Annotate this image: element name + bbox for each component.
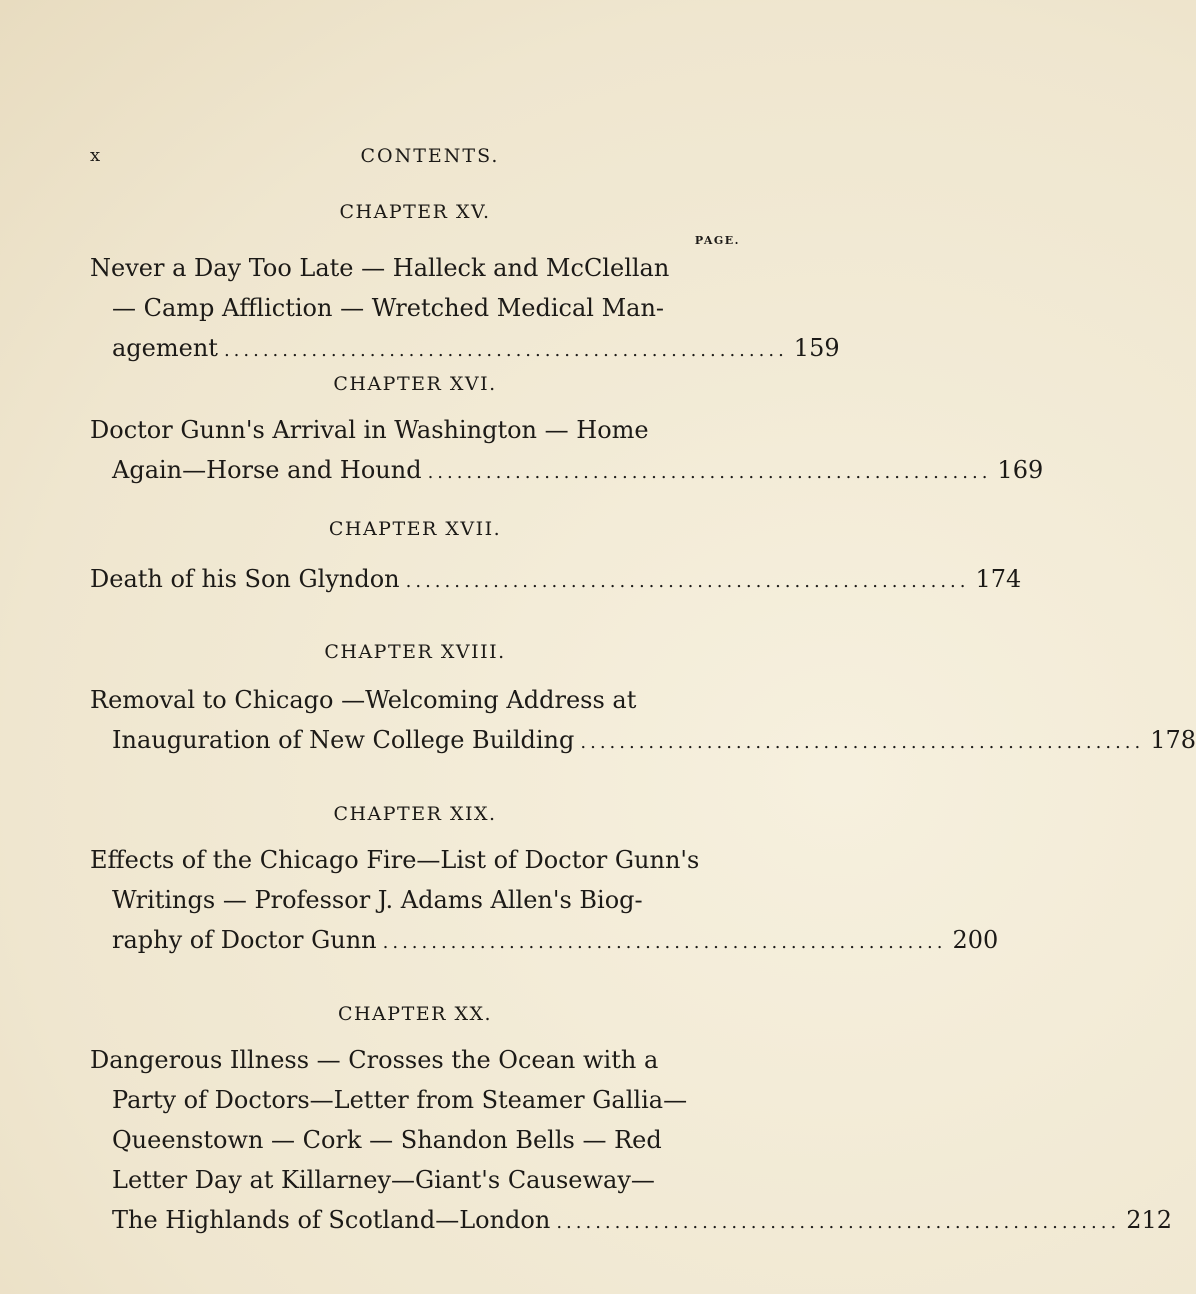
summary-text: agement [112,334,218,362]
summary-line: Never a Day Too Late — Halleck and McClellan [90,254,670,282]
chapter-xvi [90,370,1044,490]
summary-text: Again—Horse and Hound [112,456,422,484]
chapter-heading: CHAPTER XX. [337,1003,493,1025]
dot-leader: .......................................................... [223,340,788,361]
summary-last-line [90,1200,1172,1240]
summary-line: Effects of the Chicago Fire—List of Doctor Gunn's [90,846,700,874]
chapter-heading: CHAPTER XIX. [333,803,497,825]
summary-last-line [90,450,1044,490]
summary-text: Death of his Son Glyndon [90,565,400,593]
dot-leader: .......................................................... [580,732,1145,753]
summary-last-line [90,720,1196,760]
summary-text: raphy of Doctor Gunn [112,926,377,954]
dot-leader: .......................................................... [556,1212,1121,1233]
summary-line: Doctor Gunn's Arrival in Washington — Home [90,416,649,444]
summary-line: Letter Day at Killarney—Giant's Causeway— [112,1166,655,1194]
summary-line: Queenstown — Cork — Shandon Bells — Red [112,1126,662,1154]
page-number: x [90,145,102,166]
summary-last-line [90,559,1022,599]
chapter-summary [90,840,999,960]
chapter-page-number: 169 [997,456,1044,484]
chapter-page-number: 200 [952,926,999,954]
chapter-xx [90,1000,1172,1240]
chapter-xix [90,800,999,960]
chapter-summary [90,410,1044,490]
chapter-heading: CHAPTER XVIII. [324,641,506,663]
summary-line: — Camp Affliction — Wretched Medical Man- [112,294,665,322]
chapter-summary [90,1040,1172,1240]
chapter-page-number: 212 [1126,1206,1172,1234]
dot-leader: .......................................................... [382,932,947,953]
chapter-xv [90,198,840,368]
summary-last-line [90,920,999,960]
summary-text: The Highlands of Scotland—London [112,1206,551,1234]
chapter-page-number: 178 [1150,726,1196,754]
summary-last-line [90,328,840,368]
dot-leader: .......................................................... [427,462,992,483]
summary-text: Inauguration of New College Building [112,726,575,754]
chapter-heading: CHAPTER XV. [339,201,491,223]
chapter-page-number: 159 [793,334,840,362]
dot-leader: .......................................................... [405,571,970,592]
chapter-heading: CHAPTER XVII. [328,518,502,540]
summary-line: Removal to Chicago —Welcoming Address at [90,686,637,714]
chapter-xvii [90,515,1022,599]
running-head [90,145,740,175]
chapter-xviii [90,638,1196,760]
summary-line: Dangerous Illness — Crosses the Ocean with a [90,1046,659,1074]
chapter-summary [90,680,1196,760]
summary-line: Writings — Professor J. Adams Allen's Biog- [112,886,643,914]
chapter-heading: CHAPTER XVI. [333,373,497,395]
summary-line: Party of Doctors—Letter from Steamer Gallia— [112,1086,688,1114]
chapter-page-number: 174 [975,565,1022,593]
chapter-summary [90,559,1022,599]
chapter-summary [90,248,840,368]
page-title: CONTENTS. [360,145,500,167]
page-column-label: PAGE. [694,234,740,247]
